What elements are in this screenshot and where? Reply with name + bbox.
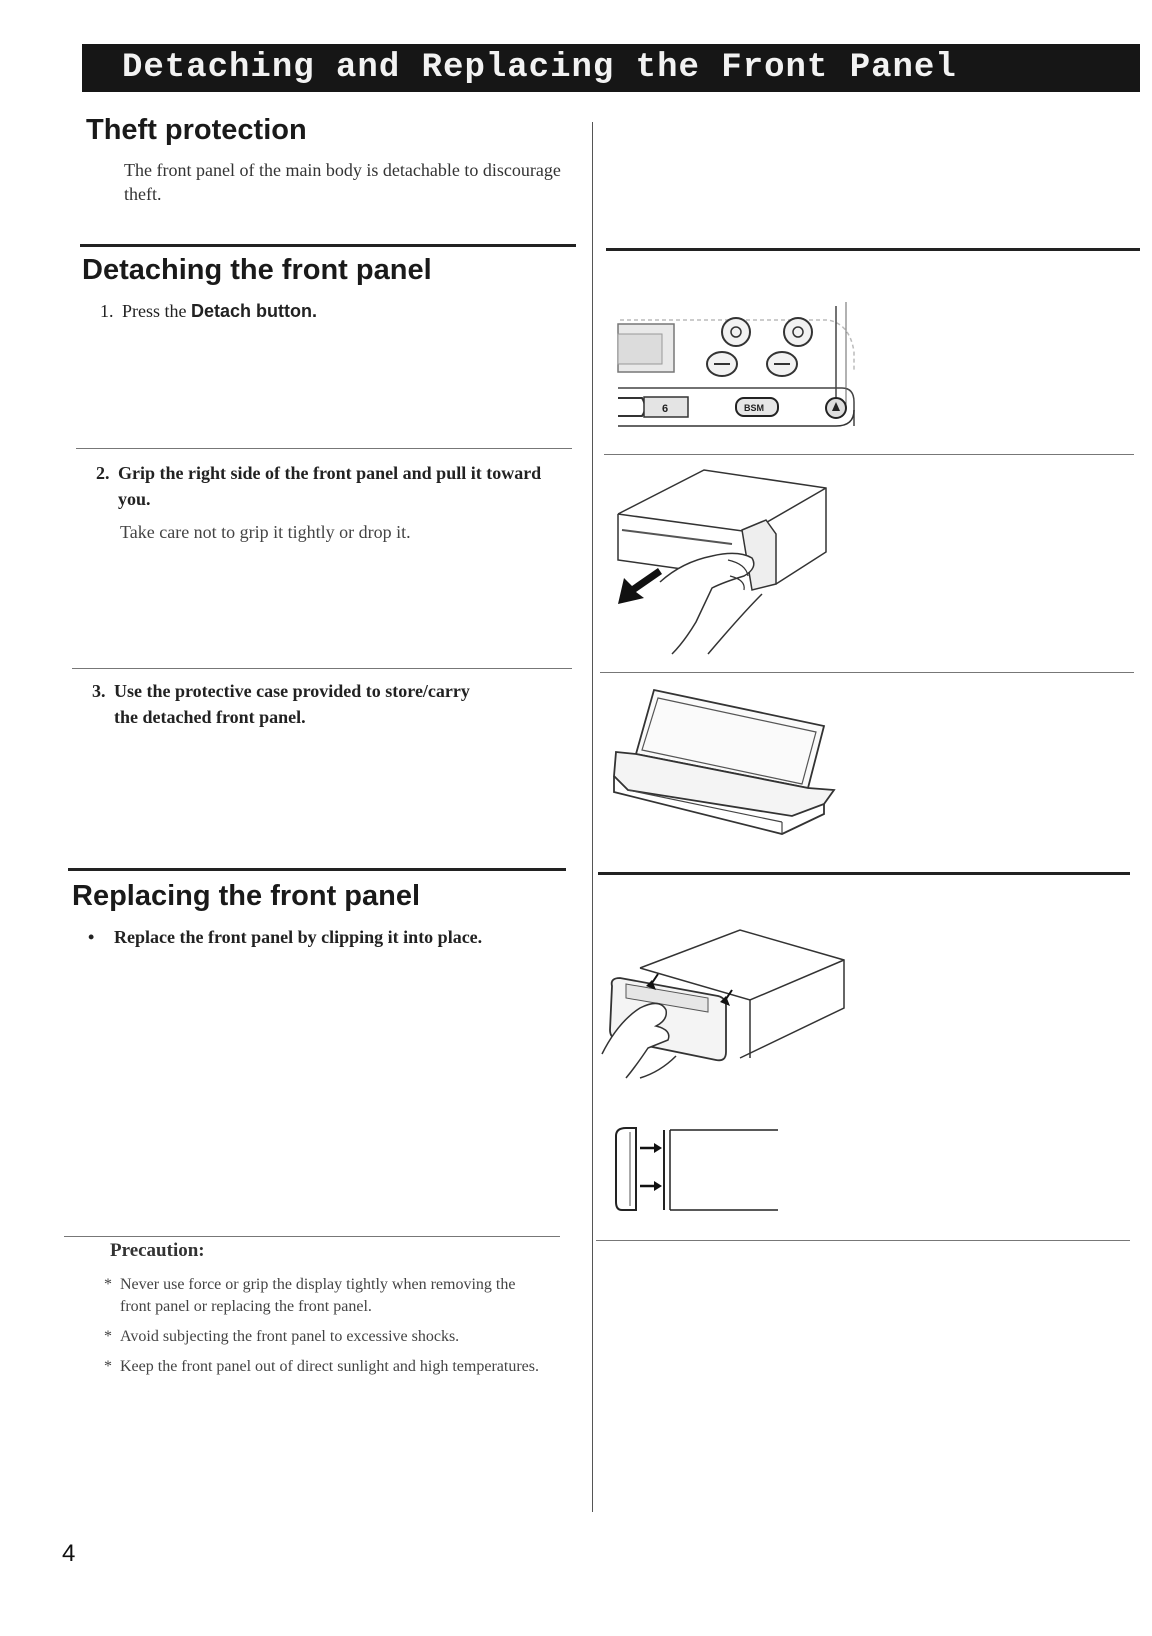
clip-diagram-illustration	[612, 1126, 792, 1216]
precaution-item: * Keep the front panel out of direct sunlight and high temperatures.	[104, 1358, 539, 1375]
step-2-number: 2.	[96, 463, 110, 483]
step-rule-left	[76, 448, 572, 449]
detaching-heading: Detaching the front panel	[82, 254, 432, 286]
section-rule-right	[606, 248, 1140, 251]
precaution-rule-right	[596, 1240, 1130, 1241]
step-rule-right	[604, 454, 1134, 455]
theft-protection-heading: Theft protection	[86, 114, 307, 146]
step-3-text: Use the protective case provided to store/carry the detached front panel.	[114, 681, 470, 727]
step-2	[96, 460, 576, 512]
step-3-number: 3.	[92, 681, 106, 701]
protective-case-illustration	[612, 686, 842, 846]
pull-panel-illustration	[612, 464, 842, 654]
step-2-note: Take care not to grip it tightly or drop it.	[120, 522, 411, 542]
column-divider	[592, 122, 593, 1512]
replacing-heading: Replacing the front panel	[72, 880, 421, 912]
precaution-title: Precaution:	[110, 1240, 205, 1261]
step-rule-right-2	[600, 672, 1134, 673]
page-number: 4	[62, 1540, 76, 1567]
precaution-item: * Avoid subjecting the front panel to excessive shocks.	[104, 1328, 460, 1345]
replacing-item-text: Replace the front panel by clipping it into place.	[114, 927, 483, 947]
detach-button-label: Detach button.	[191, 301, 317, 321]
step-2-text: Grip the right side of the front panel and pull it toward you.	[118, 463, 542, 509]
preset-6-label: 6	[662, 403, 669, 415]
step-1	[100, 298, 570, 324]
replace-panel-illustration	[600, 926, 850, 1086]
step-3	[92, 678, 492, 730]
step-rule-left-2	[72, 668, 572, 669]
bsm-label: BSM	[744, 403, 764, 413]
precaution-list	[104, 1274, 550, 1378]
replacing-rule-right	[598, 872, 1130, 875]
replacing-item	[88, 924, 528, 950]
precaution-rule-left	[64, 1236, 560, 1237]
section-rule-left	[80, 244, 576, 247]
bullet-icon: •	[88, 927, 95, 947]
step-1-text: Press the	[122, 301, 191, 321]
step-1-number: 1.	[100, 301, 114, 321]
replacing-rule-left	[68, 868, 566, 871]
page-title-banner: Detaching and Replacing the Front Panel	[82, 44, 1140, 92]
precaution-item: * Never use force or grip the display tightly when removing the front panel or replacing the front panel.	[104, 1276, 516, 1315]
detach-button-illustration	[618, 298, 868, 438]
theft-protection-text: The front panel of the main body is detachable to discourage theft.	[124, 160, 561, 204]
